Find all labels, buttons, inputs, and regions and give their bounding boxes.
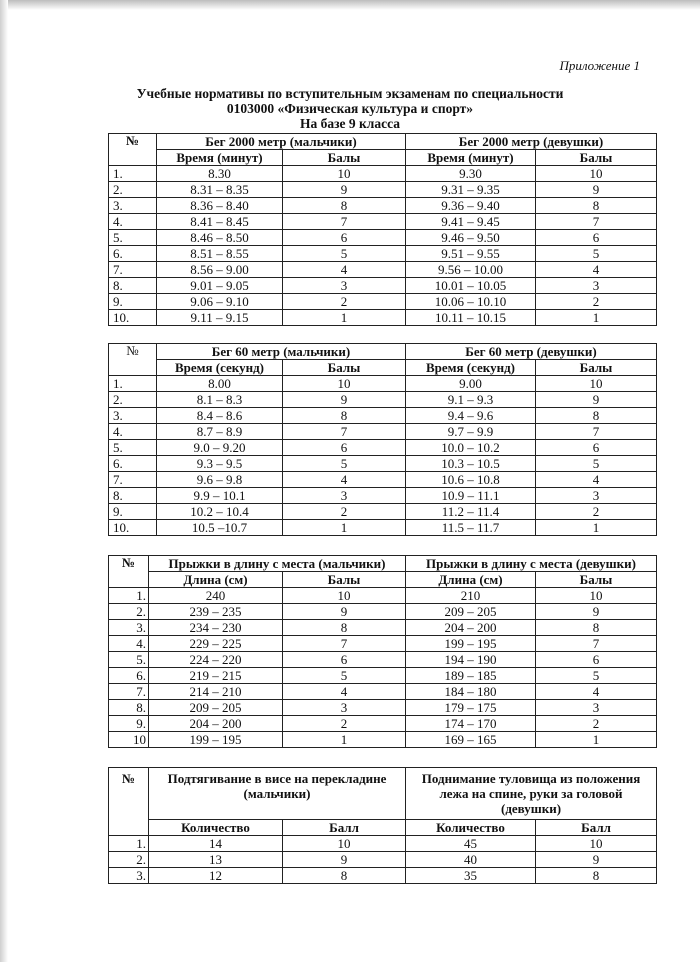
cell-value-boys: 8.00 (157, 376, 283, 392)
cell-value-girls: 199 – 195 (406, 636, 536, 652)
cell-points-boys: 10 (283, 588, 406, 604)
cell-points-girls: 9 (536, 182, 657, 198)
cell-value-girls: 209 – 205 (406, 604, 536, 620)
row-number: 5. (109, 230, 157, 246)
row-number: 8. (109, 488, 157, 504)
scan-shadow-top (0, 0, 700, 10)
cell-value-girls: 204 – 200 (406, 620, 536, 636)
table-row (109, 376, 657, 392)
cell-value-girls: 9.1 – 9.3 (406, 392, 536, 408)
table-row (109, 852, 657, 868)
row-number: 4. (109, 424, 157, 440)
table-row (109, 440, 657, 456)
table-row (109, 278, 657, 294)
cell-value-boys: 8.4 – 8.6 (157, 408, 283, 424)
row-number: 1. (109, 588, 149, 604)
cell-points-boys: 1 (283, 520, 406, 536)
cell-value-boys: 209 – 205 (149, 700, 283, 716)
cell-points-girls: 6 (536, 440, 657, 456)
table-row (109, 408, 657, 424)
cell-value-boys: 8.56 – 9.00 (157, 262, 283, 278)
cell-points-girls: 8 (536, 868, 657, 884)
cell-value-girls: 9.46 – 9.50 (406, 230, 536, 246)
cell-points-girls: 9 (536, 392, 657, 408)
row-number: 10. (109, 520, 157, 536)
row-number: 1. (109, 376, 157, 392)
cell-points-boys: 7 (283, 636, 406, 652)
cell-value-girls: 174 – 170 (406, 716, 536, 732)
cell-value-girls: 45 (406, 836, 536, 852)
cell-value-boys: 14 (149, 836, 283, 852)
cell-points-girls: 2 (536, 716, 657, 732)
cell-points-boys: 3 (283, 700, 406, 716)
cell-points-girls: 3 (536, 488, 657, 504)
header-line-3: На базе 9 класса (299, 116, 401, 131)
group-header-boys: Подтягивание в висе на перекладине (мальчики) (149, 768, 406, 820)
cell-value-girls: 9.36 – 9.40 (406, 198, 536, 214)
row-number: 7. (109, 684, 149, 700)
cell-points-girls: 4 (536, 684, 657, 700)
cell-points-boys: 9 (283, 182, 406, 198)
col-points-boys: Балл (283, 820, 406, 836)
document-header (100, 86, 600, 131)
cell-value-girls: 35 (406, 868, 536, 884)
cell-points-boys: 8 (283, 620, 406, 636)
cell-points-girls: 8 (536, 198, 657, 214)
cell-value-girls: 10.9 – 11.1 (406, 488, 536, 504)
cell-points-boys: 5 (283, 456, 406, 472)
cell-value-girls: 9.51 – 9.55 (406, 246, 536, 262)
row-number: 1. (109, 166, 157, 182)
cell-value-boys: 9.01 – 9.05 (157, 278, 283, 294)
row-number: 10. (109, 310, 157, 326)
table-row (109, 424, 657, 440)
cell-value-boys: 8.30 (157, 166, 283, 182)
cell-value-boys: 204 – 200 (149, 716, 283, 732)
cell-value-boys: 199 – 195 (149, 732, 283, 748)
table-row (109, 668, 657, 684)
cell-points-girls: 9 (536, 852, 657, 868)
table-body (109, 166, 657, 326)
row-number: 8. (109, 700, 149, 716)
cell-value-boys: 8.31 – 8.35 (157, 182, 283, 198)
table-row (109, 488, 657, 504)
cell-points-girls: 7 (536, 214, 657, 230)
table-body (109, 836, 657, 884)
row-number: 2. (109, 392, 157, 408)
table-row (109, 700, 657, 716)
table-row (109, 310, 657, 326)
cell-value-boys: 219 – 215 (149, 668, 283, 684)
cell-value-girls: 179 – 175 (406, 700, 536, 716)
row-number: 3. (109, 198, 157, 214)
group-header-girls: Бег 60 метр (девушки) (406, 344, 657, 360)
cell-points-girls: 8 (536, 408, 657, 424)
cell-value-girls: 11.5 – 11.7 (406, 520, 536, 536)
cell-points-girls: 7 (536, 424, 657, 440)
col-time-girls: Время (секунд) (406, 360, 536, 376)
col-points-girls: Балы (536, 572, 657, 588)
cell-value-girls: 189 – 185 (406, 668, 536, 684)
cell-points-girls: 6 (536, 652, 657, 668)
cell-value-boys: 8.46 – 8.50 (157, 230, 283, 246)
table-row (109, 214, 657, 230)
cell-points-girls: 4 (536, 472, 657, 488)
cell-value-boys: 8.1 – 8.3 (157, 392, 283, 408)
cell-value-girls: 194 – 190 (406, 652, 536, 668)
row-number: 7. (109, 262, 157, 278)
cell-points-girls: 5 (536, 246, 657, 262)
row-number: 6. (109, 668, 149, 684)
cell-value-boys: 224 – 220 (149, 652, 283, 668)
cell-value-girls: 9.56 – 10.00 (406, 262, 536, 278)
table-row (109, 716, 657, 732)
cell-value-boys: 10.2 – 10.4 (157, 504, 283, 520)
cell-points-girls: 9 (536, 604, 657, 620)
table-row (109, 520, 657, 536)
cell-value-girls: 9.4 – 9.6 (406, 408, 536, 424)
cell-value-girls: 11.2 – 11.4 (406, 504, 536, 520)
cell-points-girls: 1 (536, 310, 657, 326)
row-number: 8. (109, 278, 157, 294)
table-row (109, 392, 657, 408)
cell-value-boys: 8.51 – 8.55 (157, 246, 283, 262)
cell-value-boys: 229 – 225 (149, 636, 283, 652)
cell-points-boys: 4 (283, 472, 406, 488)
cell-value-girls: 169 – 165 (406, 732, 536, 748)
cell-points-boys: 6 (283, 652, 406, 668)
table-run-2000 (108, 133, 657, 326)
cell-value-boys: 9.06 – 9.10 (157, 294, 283, 310)
cell-value-girls: 9.00 (406, 376, 536, 392)
cell-points-boys: 1 (283, 732, 406, 748)
cell-points-girls: 10 (536, 376, 657, 392)
cell-value-boys: 9.9 – 10.1 (157, 488, 283, 504)
cell-points-boys: 8 (283, 868, 406, 884)
table-long-jump (108, 555, 657, 748)
cell-value-boys: 239 – 235 (149, 604, 283, 620)
cell-points-girls: 10 (536, 588, 657, 604)
cell-value-boys: 12 (149, 868, 283, 884)
cell-points-boys: 2 (283, 716, 406, 732)
col-length-boys: Длина (см) (149, 572, 283, 588)
col-points-boys: Балы (283, 150, 406, 166)
table-body (109, 588, 657, 748)
col-points-girls: Балы (536, 150, 657, 166)
cell-points-boys: 9 (283, 392, 406, 408)
col-points-girls: Балы (536, 360, 657, 376)
cell-points-girls: 10 (536, 166, 657, 182)
cell-value-girls: 210 (406, 588, 536, 604)
table-row (109, 198, 657, 214)
cell-value-boys: 240 (149, 588, 283, 604)
table-row (109, 604, 657, 620)
cell-points-girls: 5 (536, 456, 657, 472)
num-header: № (109, 556, 149, 588)
cell-points-boys: 4 (283, 684, 406, 700)
cell-points-girls: 5 (536, 668, 657, 684)
cell-points-boys: 8 (283, 198, 406, 214)
group-header-girls: Бег 2000 метр (девушки) (406, 134, 657, 150)
cell-value-girls: 9.7 – 9.9 (406, 424, 536, 440)
cell-value-boys: 8.36 – 8.40 (157, 198, 283, 214)
num-header: № (109, 134, 157, 166)
cell-points-girls: 8 (536, 620, 657, 636)
cell-points-boys: 10 (283, 836, 406, 852)
group-header-girls: Поднимание туловища из положения лежа на спине, руки за головой (девушки) (406, 768, 657, 820)
cell-value-girls: 10.11 – 10.15 (406, 310, 536, 326)
cell-value-boys: 9.0 – 9.20 (157, 440, 283, 456)
cell-value-boys: 8.7 – 8.9 (157, 424, 283, 440)
cell-points-boys: 3 (283, 278, 406, 294)
cell-value-girls: 10.3 – 10.5 (406, 456, 536, 472)
col-points-boys: Балы (283, 572, 406, 588)
row-number: 5. (109, 652, 149, 668)
header-line-2: 0103000 «Физическая культура и спорт» (226, 101, 474, 116)
cell-points-girls: 2 (536, 504, 657, 520)
col-points-girls: Балл (536, 820, 657, 836)
cell-points-girls: 6 (536, 230, 657, 246)
row-number: 9. (109, 716, 149, 732)
cell-points-boys: 2 (283, 504, 406, 520)
row-number: 2. (109, 182, 157, 198)
cell-value-girls: 9.30 (406, 166, 536, 182)
cell-points-girls: 3 (536, 278, 657, 294)
cell-points-boys: 4 (283, 262, 406, 278)
row-number: 5. (109, 440, 157, 456)
col-qty-boys: Количество (149, 820, 283, 836)
group-header-girls: Прыжки в длину с места (девушки) (406, 556, 657, 572)
row-number: 1. (109, 836, 149, 852)
table-strength (108, 767, 657, 884)
cell-value-girls: 10.01 – 10.05 (406, 278, 536, 294)
row-number: 2. (109, 604, 149, 620)
cell-value-boys: 13 (149, 852, 283, 868)
col-qty-girls: Количество (406, 820, 536, 836)
cell-value-girls: 184 – 180 (406, 684, 536, 700)
row-number: 4. (109, 636, 149, 652)
table-row (109, 636, 657, 652)
cell-points-girls: 2 (536, 294, 657, 310)
cell-points-boys: 10 (283, 376, 406, 392)
row-number: 2. (109, 852, 149, 868)
cell-points-boys: 5 (283, 246, 406, 262)
cell-value-boys: 8.41 – 8.45 (157, 214, 283, 230)
cell-value-boys: 10.5 –10.7 (157, 520, 283, 536)
cell-value-boys: 9.3 – 9.5 (157, 456, 283, 472)
table-run-60 (108, 343, 657, 536)
col-length-girls: Длина (см) (406, 572, 536, 588)
cell-value-girls: 9.31 – 9.35 (406, 182, 536, 198)
row-number: 9. (109, 504, 157, 520)
col-time-boys: Время (минут) (157, 150, 283, 166)
table-row (109, 166, 657, 182)
table-row (109, 246, 657, 262)
cell-points-boys: 8 (283, 408, 406, 424)
table-row (109, 588, 657, 604)
cell-value-girls: 40 (406, 852, 536, 868)
table-row (109, 836, 657, 852)
cell-points-boys: 7 (283, 214, 406, 230)
cell-value-girls: 9.41 – 9.45 (406, 214, 536, 230)
num-header: № (109, 768, 149, 836)
header-line-1: Учебные нормативы по вступительным экзаменам по специальности (136, 86, 564, 101)
table-row (109, 182, 657, 198)
table-row (109, 230, 657, 246)
table-row (109, 620, 657, 636)
cell-points-boys: 6 (283, 230, 406, 246)
cell-value-boys: 214 – 210 (149, 684, 283, 700)
group-header-boys: Прыжки в длину с места (мальчики) (149, 556, 406, 572)
cell-value-girls: 10.0 – 10.2 (406, 440, 536, 456)
scan-shadow-left (0, 0, 8, 962)
appendix-label: Приложение 1 (559, 58, 640, 73)
col-points-boys: Балы (283, 360, 406, 376)
row-number: 6. (109, 456, 157, 472)
row-number: 3. (109, 868, 149, 884)
cell-points-boys: 6 (283, 440, 406, 456)
cell-points-boys: 9 (283, 604, 406, 620)
row-number: 9. (109, 294, 157, 310)
cell-points-boys: 7 (283, 424, 406, 440)
cell-points-boys: 3 (283, 488, 406, 504)
cell-points-girls: 1 (536, 520, 657, 536)
cell-points-boys: 10 (283, 166, 406, 182)
cell-points-girls: 4 (536, 262, 657, 278)
table-row (109, 472, 657, 488)
cell-points-girls: 10 (536, 836, 657, 852)
group-header-boys: Бег 2000 метр (мальчики) (157, 134, 406, 150)
cell-points-girls: 3 (536, 700, 657, 716)
table-row (109, 732, 657, 748)
row-number: 10 (109, 732, 149, 748)
cell-points-girls: 1 (536, 732, 657, 748)
row-number: 3. (109, 408, 157, 424)
table-row (109, 262, 657, 278)
col-time-boys: Время (секунд) (157, 360, 283, 376)
row-number: 7. (109, 472, 157, 488)
cell-value-boys: 9.6 – 9.8 (157, 472, 283, 488)
row-number: 6. (109, 246, 157, 262)
table-row (109, 684, 657, 700)
cell-points-girls: 7 (536, 636, 657, 652)
num-header: № (109, 344, 157, 376)
table-row (109, 504, 657, 520)
cell-value-boys: 9.11 – 9.15 (157, 310, 283, 326)
cell-points-boys: 2 (283, 294, 406, 310)
table-row (109, 456, 657, 472)
cell-value-girls: 10.6 – 10.8 (406, 472, 536, 488)
table-row (109, 868, 657, 884)
cell-points-boys: 9 (283, 852, 406, 868)
cell-value-girls: 10.06 – 10.10 (406, 294, 536, 310)
table-row (109, 652, 657, 668)
cell-value-boys: 234 – 230 (149, 620, 283, 636)
row-number: 3. (109, 620, 149, 636)
row-number: 4. (109, 214, 157, 230)
group-header-boys: Бег 60 метр (мальчики) (157, 344, 406, 360)
col-time-girls: Время (минут) (406, 150, 536, 166)
cell-points-boys: 5 (283, 668, 406, 684)
table-row (109, 294, 657, 310)
table-body (109, 376, 657, 536)
cell-points-boys: 1 (283, 310, 406, 326)
